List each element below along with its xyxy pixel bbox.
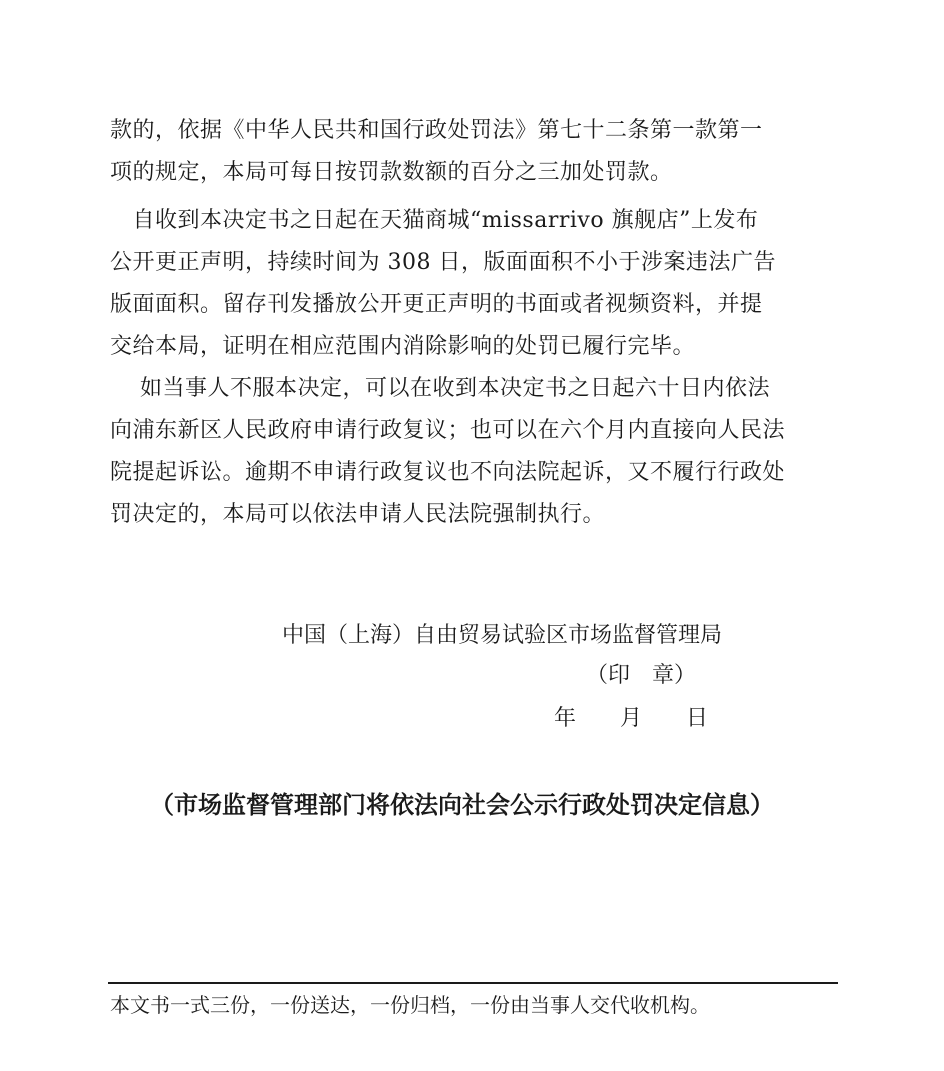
paragraph-correction-statement bbox=[110, 200, 840, 368]
paragraph-line: 款的，依据《中华人民共和国行政处罚法》第七十二条第一款第一 bbox=[110, 118, 763, 143]
paragraph-line: 如当事人不服本决定，可以在收到本决定书之日起六十日内依法 bbox=[110, 376, 770, 401]
footer-copies-note: 本文书一式三份，一份送达，一份归档，一份由当事人交代收机构。 bbox=[110, 993, 710, 1017]
paragraph-appeal-rights bbox=[110, 368, 840, 536]
paragraph-line: 罚决定的，本局可以依法申请人民法院强制执行。 bbox=[110, 502, 606, 527]
paragraph-line: 项的规定，本局可每日按罚款数额的百分之三加处罚款。 bbox=[110, 160, 673, 185]
paragraph-line: 自收到本决定书之日起在天猫商城“missarrivo 旗舰店”上发布 bbox=[110, 208, 759, 233]
paragraph-line: 版面面积。留存刊发播放公开更正声明的书面或者视频资料，并提 bbox=[110, 292, 763, 317]
seal-placeholder: （印 章） bbox=[586, 663, 697, 688]
public-disclosure-notice: （市场监督管理部门将依法向社会公示行政处罚决定信息） bbox=[150, 791, 774, 819]
paragraph-line: 公开更正声明，持续时间为 308 日，版面面积不小于涉案违法广告 bbox=[110, 250, 776, 275]
footer-divider bbox=[108, 982, 838, 984]
paragraph-line: 院提起诉讼。逾期不申请行政复议也不向法院起诉，又不履行行政处 bbox=[110, 460, 786, 485]
paragraph-line: 向浦东新区人民政府申请行政复议；也可以在六个月内直接向人民法 bbox=[110, 418, 786, 443]
date-placeholder: 年 月 日 bbox=[554, 706, 709, 731]
issuing-authority: 中国（上海）自由贸易试验区市场监督管理局 bbox=[282, 623, 723, 648]
paragraph-line: 交给本局，证明在相应范围内消除影响的处罚已履行完毕。 bbox=[110, 334, 696, 359]
paragraph-penalty-continuation bbox=[110, 110, 840, 194]
